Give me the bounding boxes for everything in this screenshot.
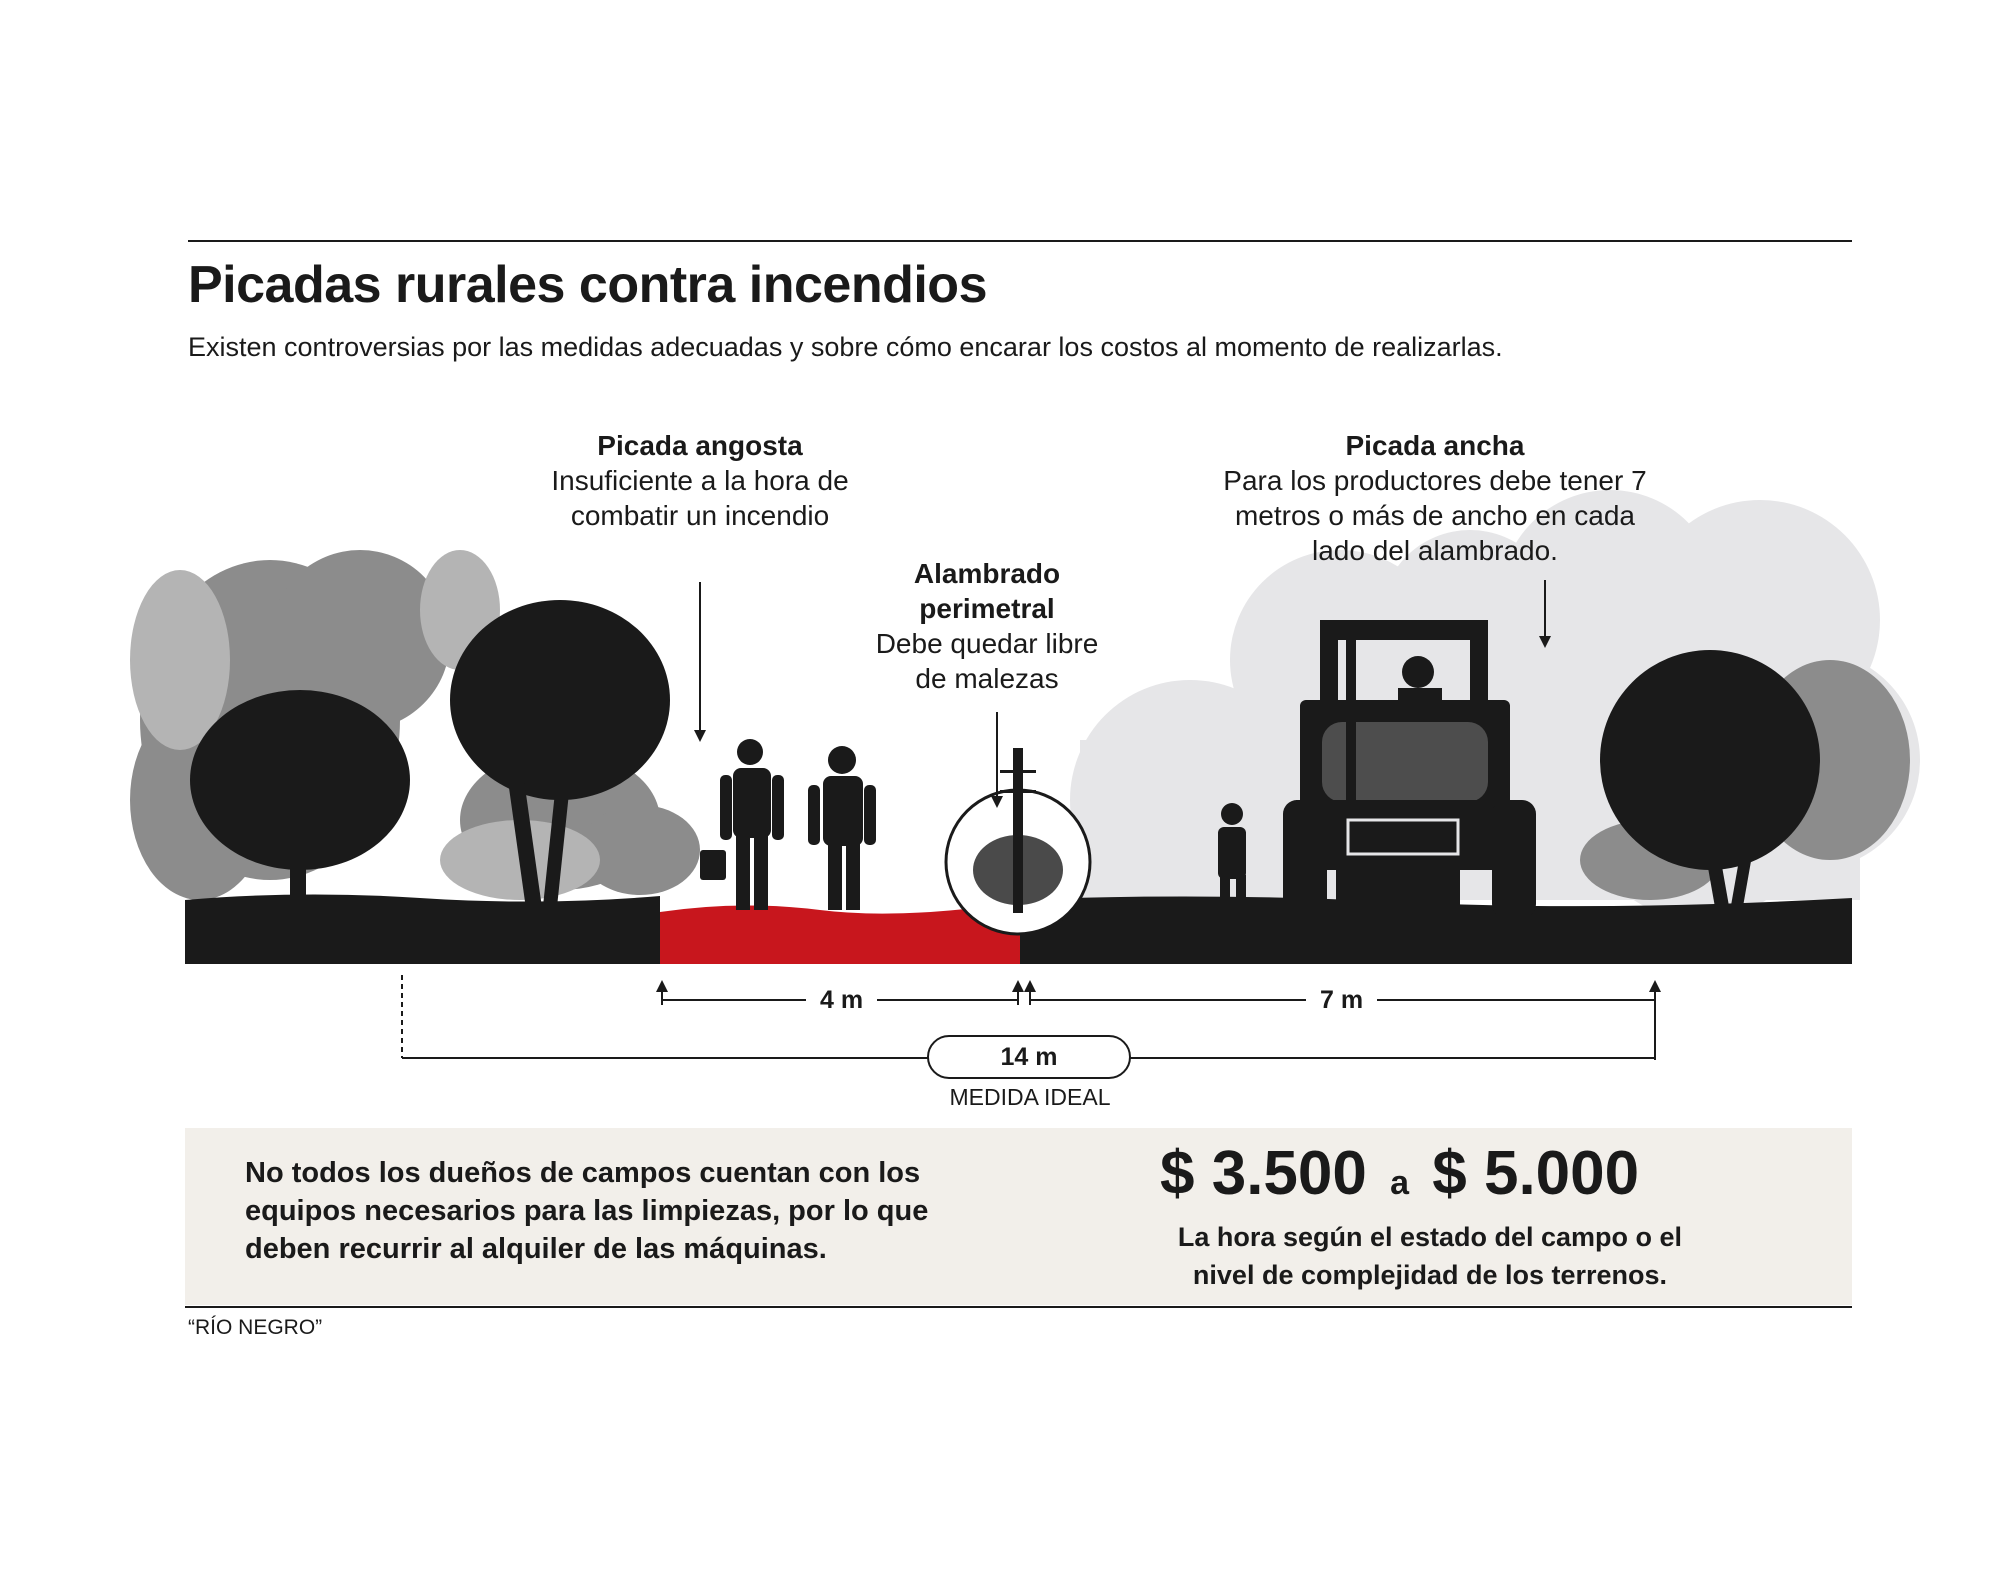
label-picada-ancha [1205, 428, 1665, 568]
price-range [1160, 1138, 1720, 1209]
label-picada-angosta-text: Insuficiente a la hora de combatir un incendio [551, 465, 849, 531]
label-picada-ancha-heading: Picada ancha [1345, 430, 1525, 461]
price-high: $ 5.000 [1432, 1139, 1640, 1208]
info-box [185, 1128, 1852, 1305]
price-low: $ 3.500 [1160, 1139, 1367, 1208]
bottom-rule [185, 1306, 1852, 1308]
label-alambrado-text: Debe quedar libre de malezas [875, 628, 1099, 694]
dimension-wide: 7 m [1306, 985, 1377, 1015]
page-subtitle: Existen controversias por las medidas adecuadas y sobre cómo encarar los costos al momento de realizarlas. [188, 332, 1503, 362]
dimension-total-caption: MEDIDA IDEAL [949, 1084, 1111, 1110]
label-picada-ancha-text: Para los productores debe tener 7 metros o más de ancho en cada lado del alambrado. [1223, 465, 1647, 566]
page-title: Picadas rurales contra incendios [188, 256, 987, 314]
label-picada-angosta-heading: Picada angosta [597, 430, 803, 461]
dimension-narrow: 4 m [806, 985, 877, 1015]
label-picada-angosta [540, 428, 860, 533]
worker-right [808, 746, 876, 910]
price-separator: a [1390, 1164, 1410, 1202]
price-note: La hora según el estado del campo o el nivel de complejidad de los terrenos. [1177, 1222, 1683, 1290]
label-alambrado-heading: Alambrado perimetral [913, 558, 1061, 624]
worker-left [700, 739, 784, 910]
source-credit: “RÍO NEGRO” [188, 1316, 323, 1339]
label-alambrado [862, 556, 1112, 696]
fence-detail [946, 748, 1090, 934]
info-rental-note: No todos los dueños de campos cuentan con los equipos necesarios para las limpiezas, por lo que deben recurrir al alquiler de las máquinas. [245, 1157, 929, 1265]
dimension-total: 14 m [927, 1035, 1131, 1079]
